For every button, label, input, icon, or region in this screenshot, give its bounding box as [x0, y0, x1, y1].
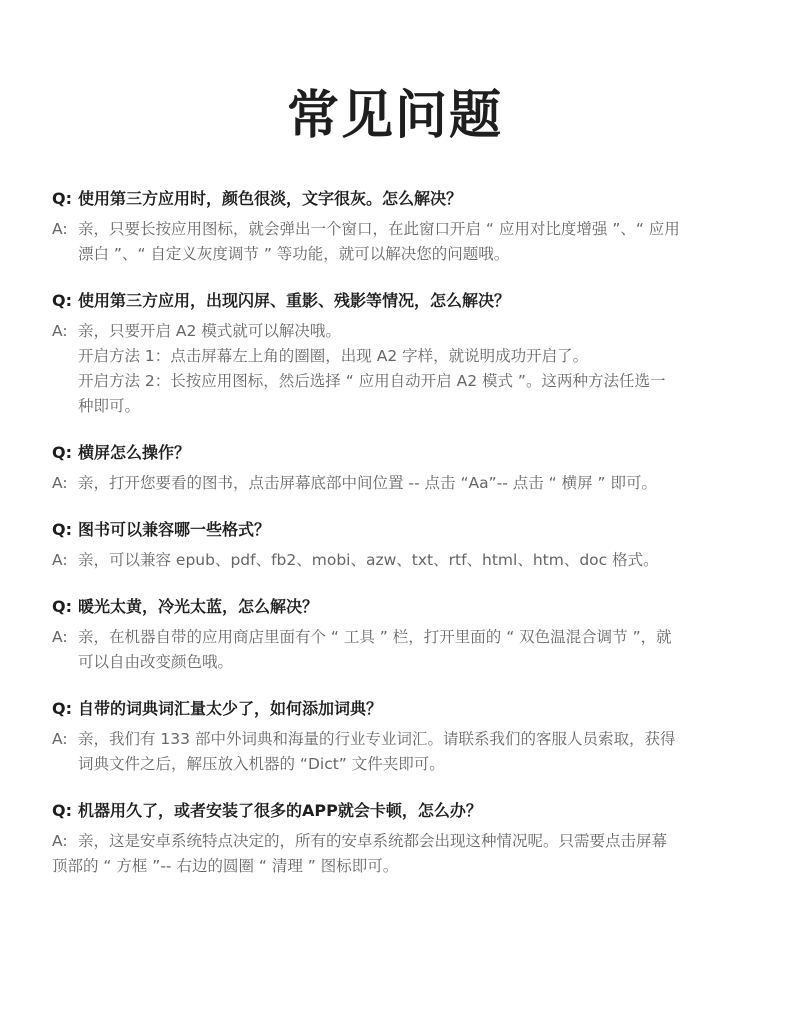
- faq-item: [52, 594, 742, 675]
- answer-line: 亲，在机器自带的应用商店里面有个 “ 工具 ” 栏，打开里面的 “ 双色温混合调节 ”，就: [78, 628, 672, 646]
- answer-line: 词典文件之后，解压放入机器的 “Dict” 文件夹即可。: [78, 755, 445, 773]
- answer-text: [78, 471, 742, 496]
- answer-text: [78, 625, 742, 675]
- answer-prefix: A:: [52, 220, 68, 238]
- answer-row: [52, 625, 742, 675]
- question-text: 自带的词典词汇量太少了，如何添加词典？: [78, 699, 383, 718]
- question-row: [52, 288, 742, 314]
- faq-item: [52, 696, 742, 777]
- question-row: [52, 186, 742, 212]
- question-text: 暖光太黄，冷光太蓝，怎么解决？: [78, 597, 319, 616]
- answer-text: [78, 727, 742, 777]
- answer-row: [52, 727, 742, 777]
- question-row: [52, 440, 742, 466]
- answer-row: [52, 217, 742, 267]
- answer-line: 亲，可以兼容 epub、pdf、fb2、mobi、azw、txt、rtf、html、htm、doc 格式。: [78, 551, 659, 569]
- question-row: [52, 594, 742, 620]
- faq-item: [52, 186, 742, 267]
- faq-item: [52, 798, 742, 879]
- answer-prefix: A:: [52, 832, 68, 850]
- faq-list: [52, 186, 742, 900]
- faq-item: [52, 440, 742, 496]
- answer-text: [52, 829, 742, 879]
- answer-row: [52, 829, 742, 879]
- answer-prefix: A:: [52, 322, 68, 340]
- question-row: [52, 696, 742, 722]
- answer-line: 亲，这是安卓系统特点决定的，所有的安卓系统都会出现这种情况呢。只需要点击屏幕: [78, 832, 668, 850]
- question-prefix: Q:: [52, 801, 72, 820]
- question-text: 使用第三方应用时，颜色很淡，文字很灰。怎么解决？: [78, 189, 463, 208]
- question-text: 使用第三方应用，出现闪屏、重影、残影等情况，怎么解决？: [78, 291, 511, 310]
- answer-line: 种即可。: [78, 397, 141, 415]
- answer-line: 开启方法 2：长按应用图标，然后选择 “ 应用自动开启 A2 模式 ”。这两种方法任选一: [78, 372, 666, 390]
- page-title: 常见问题: [286, 86, 503, 146]
- answer-line: 开启方法 1：点击屏幕左上角的圈圈，出现 A2 字样，就说明成功开启了。: [78, 347, 589, 365]
- answer-prefix: A:: [52, 628, 68, 646]
- answer-prefix: A:: [52, 730, 68, 748]
- answer-text: [78, 548, 742, 573]
- faq-item: [52, 517, 742, 573]
- faq-item: [52, 288, 742, 419]
- answer-row: [52, 471, 742, 496]
- answer-text: [78, 319, 742, 419]
- question-prefix: Q:: [52, 291, 72, 310]
- question-text: 横屏怎么操作？: [78, 443, 191, 462]
- answer-line: 漂白 ”、“ 自定义灰度调节 ” 等功能，就可以解决您的问题哦。: [78, 245, 510, 263]
- answer-line: 亲，只要长按应用图标，就会弹出一个窗口，在此窗口开启 “ 应用对比度增强 ”、“ 应用: [78, 220, 680, 238]
- question-row: [52, 798, 742, 824]
- answer-line: 亲，只要开启 A2 模式就可以解决哦。: [78, 322, 341, 340]
- answer-line: 顶部的 “ 方框 ”-- 右边的圆圈 “ 清理 ” 图标即可。: [52, 857, 399, 875]
- answer-row: [52, 319, 742, 419]
- answer-prefix: A:: [52, 474, 68, 492]
- question-prefix: Q:: [52, 520, 72, 539]
- answer-text: [78, 217, 742, 267]
- answer-line: 亲，我们有 133 部中外词典和海量的行业专业词汇。请联系我们的客服人员索取，获得: [78, 730, 676, 748]
- question-prefix: Q:: [52, 443, 72, 462]
- answer-line: 亲，打开您要看的图书，点击屏幕底部中间位置 -- 点击 “Aa”-- 点击 “ 横屏 ” 即可。: [78, 474, 658, 492]
- answer-prefix: A:: [52, 551, 68, 569]
- question-prefix: Q:: [52, 699, 72, 718]
- question-prefix: Q:: [52, 597, 72, 616]
- answer-line: 可以自由改变颜色哦。: [78, 653, 234, 671]
- question-row: [52, 517, 742, 543]
- question-text: 机器用久了，或者安装了很多的APP就会卡顿，怎么办？: [78, 801, 482, 820]
- question-prefix: Q:: [52, 189, 72, 208]
- answer-row: [52, 548, 742, 573]
- question-text: 图书可以兼容哪一些格式？: [78, 520, 271, 539]
